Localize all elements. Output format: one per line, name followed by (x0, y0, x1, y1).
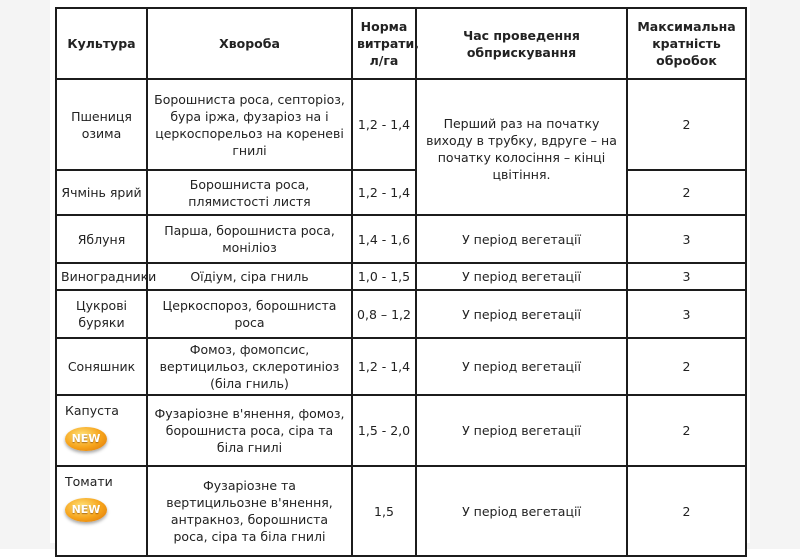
table-row (56, 215, 746, 263)
cell-disease: Фузаріозне та вертицильозне в'янення, антракноз, борошниста роса, сіра та біла гнилі (147, 466, 352, 556)
right-margin (750, 0, 800, 549)
cell-rate: 1,0 - 1,5 (352, 263, 416, 290)
crop-label: Капуста (65, 403, 119, 418)
table-row (56, 170, 746, 215)
cell-rate: 1,2 - 1,4 (352, 338, 416, 395)
cell-disease: Фомоз, фомопсис, вертицильоз, склеротиніоз (біла гниль) (147, 338, 352, 395)
cell-crop: Пшениця озима (56, 79, 147, 170)
table-row (56, 290, 746, 338)
cell-crop: Ячмінь ярий (56, 170, 147, 215)
cell-max: 3 (627, 215, 746, 263)
fungicide-application-table (55, 7, 747, 557)
cell-rate: 1,4 - 1,6 (352, 215, 416, 263)
cell-disease: Парша, борошниста роса, моніліоз (147, 215, 352, 263)
cell-disease: Борошниста роса, плямистості листя (147, 170, 352, 215)
cell-rate: 1,5 - 2,0 (352, 395, 416, 466)
cell-crop (56, 466, 147, 556)
cell-crop (56, 395, 147, 466)
header-crop: Культура (56, 8, 147, 79)
table-row (56, 79, 746, 170)
cell-time: У період вегетації (416, 290, 627, 338)
cell-rate: 1,2 - 1,4 (352, 79, 416, 170)
table-row (56, 263, 746, 290)
cell-rate: 1,2 - 1,4 (352, 170, 416, 215)
cell-time: У період вегетації (416, 338, 627, 395)
new-badge-icon: NEW (65, 427, 107, 451)
cell-crop: Соняшник (56, 338, 147, 395)
cell-time: У період вегетації (416, 466, 627, 556)
cell-max: 2 (627, 170, 746, 215)
cell-time: У період вегетації (416, 395, 627, 466)
cell-disease: Оїдіум, сіра гниль (147, 263, 352, 290)
cell-max: 2 (627, 466, 746, 556)
cell-max: 2 (627, 338, 746, 395)
cell-max: 3 (627, 290, 746, 338)
table-row (56, 338, 746, 395)
cell-max: 2 (627, 79, 746, 170)
cell-crop: Цукрові буряки (56, 290, 147, 338)
crop-label: Томати (65, 474, 113, 489)
cell-time: У період вегетації (416, 263, 627, 290)
cell-rate: 0,8 – 1,2 (352, 290, 416, 338)
cell-max: 3 (627, 263, 746, 290)
table-row (56, 395, 746, 466)
cell-disease: Фузаріозне в'янення, фомоз, борошниста роса, сіра та біла гнилі (147, 395, 352, 466)
cell-crop: Яблуня (56, 215, 147, 263)
cell-disease: Борошниста роса, септоріоз, бура іржа, фузаріоз на і церкоспорельоз на кореневі гнилі (147, 79, 352, 170)
header-time: Час проведення обприскування (416, 8, 627, 79)
cell-max: 2 (627, 395, 746, 466)
cell-rate: 1,5 (352, 466, 416, 556)
cell-time: Перший раз на початку виходу в трубку, вдруге – на початку колосіння – кінці цвітіння. (416, 79, 627, 215)
header-max-treatments: Максимальна кратність обробок (627, 8, 746, 79)
table-row (56, 466, 746, 556)
table-header-row (56, 8, 746, 79)
cell-crop: Виноградники (56, 263, 147, 290)
cell-time: У період вегетації (416, 215, 627, 263)
header-rate: Норма витрати, л/га (352, 8, 416, 79)
header-disease: Хвороба (147, 8, 352, 79)
left-margin (0, 0, 50, 549)
new-badge-icon: NEW (65, 498, 107, 522)
cell-disease: Церкоспороз, борошниста роса (147, 290, 352, 338)
